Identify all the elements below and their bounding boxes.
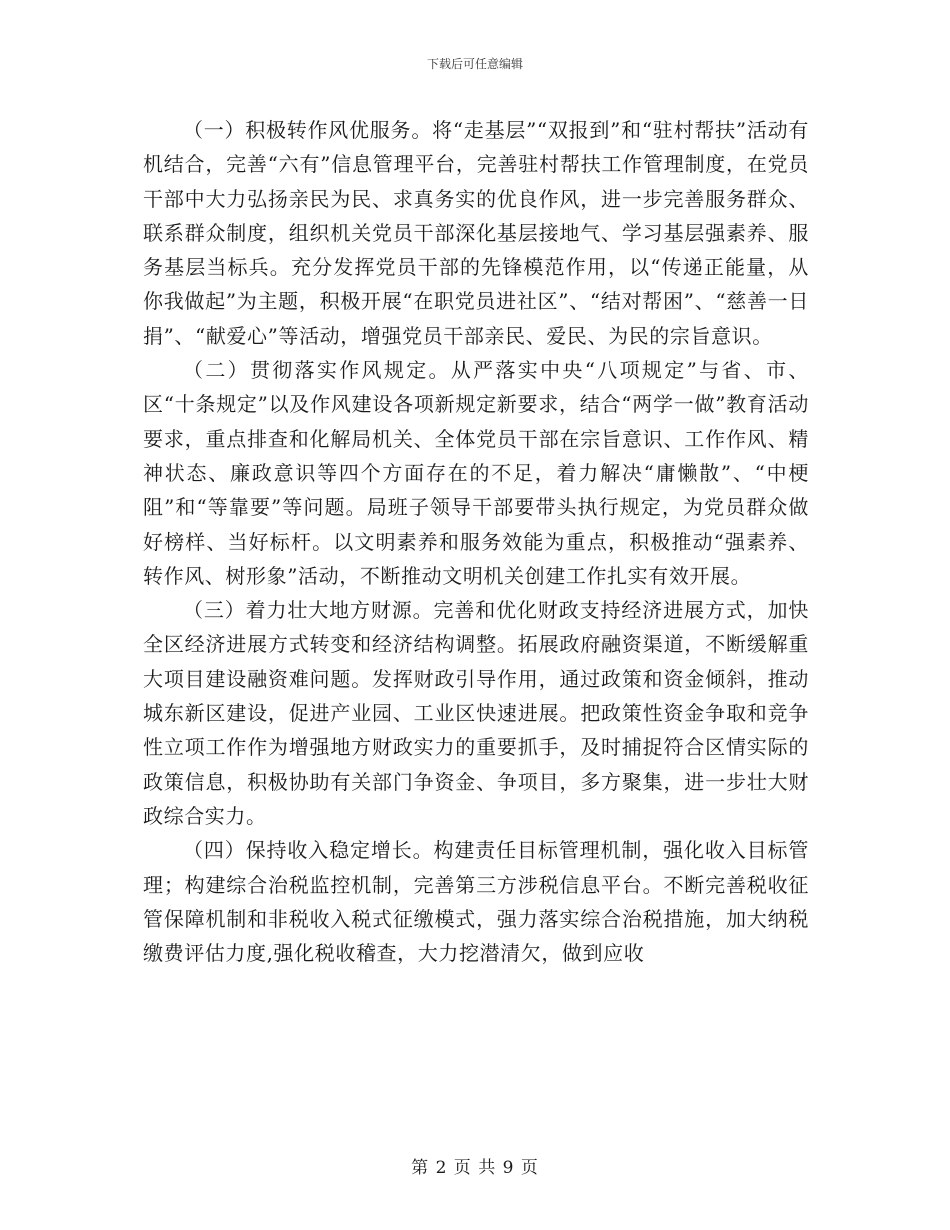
paragraph-4: （四）保持收入稳定增长。构建责任目标管理机制，强化收入目标管理；构建综合治税监控机制，完善第三方涉税信息平台。不断完善税收征管保障机制和非税收入税式征缴模式，强力落实综合治税措施，加大纳税缴费评估力度,强化税收稽查，大力挖潜清欠，做到应收 <box>143 838 809 966</box>
paragraph-1: （一）积极转作风优服务。将“走基层”“双报到”和“驻村帮扶”活动有机结合，完善“六有”信息管理平台，完善驻村帮扶工作管理制度，在党员干部中大力弘扬亲民为民、求真务实的优良作风，进一步完善服务群众、联系群众制度，组织机关党员干部深化基层接地气、学习基层强素养、服务基层当标兵。充分发挥党员干部的先锋模范作用，以“传递正能量，从你我做起”为主题，积极开展“在职党员进社区”、“结对帮困”、“慈善一日捐”、“献爱心”等活动，增强党员干部亲民、爱民、为民的宗旨意识。 <box>143 118 809 348</box>
document-body <box>143 113 809 970</box>
page-number: 第 2 页 共 9 页 <box>411 1158 539 1178</box>
paragraph-3: （三）着力壮大地方财源。完善和优化财政支持经济进展方式，加快全区经济进展方式转变和经济结构调整。拓展政府融资渠道，不断缓解重大项目建设融资难问题。发挥财政引导作用，通过政策和资金倾斜，推动城东新区建设，促进产业园、工业区快速进展。把政策性资金争取和竞争性立项工作作为增强地方财政实力的重要抓手，及时捕捉符合区情实际的政策信息，积极协助有关部门争资金、争项目，多方聚集，进一步壮大财政综合实力。 <box>143 598 809 828</box>
paragraph-2: （二）贯彻落实作风规定。从严落实中央“八项规定”与省、市、区“十条规定”以及作风建设各项新规定新要求，结合“两学一做”教育活动要求，重点排查和化解局机关、全体党员干部在宗旨意识、工作作风、精神状态、廉政意识等四个方面存在的不足，着力解决“庸懒散”、“中梗阻”和“等靠要”等问题。局班子领导干部要带头执行规定，为党员群众做好榜样、当好标杆。以文明素养和服务效能为重点，积极推动“强素养、转作风、树形象”活动，不断推动文明机关创建工作扎实有效开展。 <box>143 358 809 588</box>
header-note: 下载后可任意编辑 <box>426 57 523 71</box>
